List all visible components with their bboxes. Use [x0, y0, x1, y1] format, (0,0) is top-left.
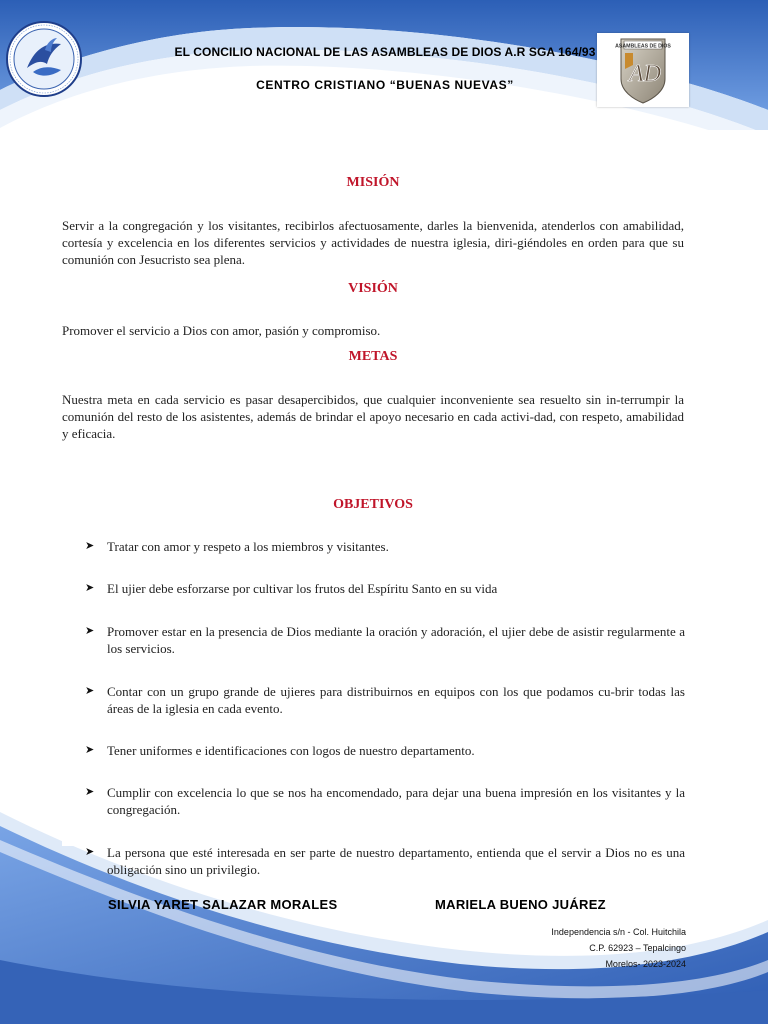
church-emblem-logo	[5, 20, 83, 98]
metas-text: Nuestra meta en cada servicio es pasar desapercibidos, que cualquier inconveniente sea resuelto sin in-terrumpir la comunión del resto de los asistentes, además de brindar el apoyo necesario en cada activi-dad, con respeto, amabilidad y eficacia.	[62, 392, 684, 441]
arrow-bullet-icon: ➤	[85, 786, 95, 798]
list-item	[85, 844, 685, 878]
mision-title: MISIÓN	[346, 175, 400, 190]
objetivo-text: Tratar con amor y respeto a los miembros y visitantes.	[107, 539, 389, 554]
list-item	[85, 784, 685, 818]
objetivos-title: OBJETIVOS	[333, 497, 413, 512]
list-item	[85, 683, 685, 717]
signature-right-name: MARIELA BUENO JUÁREZ	[435, 897, 606, 912]
church-name: CENTRO CRISTIANO “BUENAS NUEVAS”	[256, 78, 514, 92]
list-item	[85, 623, 685, 657]
mision-text: Servir a la congregación y los visitantes, recibirlos afectuosamente, darles la bienvenida, atenderlos con amabilidad, cortesía y excelencia en los diferentes servicios y actividades de nuestra iglesia, diri-giéndoles en orden para que su comunión con Jesucristo sea plena.	[62, 218, 684, 267]
address-line-2: C.P. 62923 – Tepalcingo	[589, 943, 686, 953]
arrow-bullet-icon: ➤	[85, 846, 95, 858]
signature-left-name: SILVIA YARET SALAZAR MORALES	[108, 897, 338, 912]
arrow-bullet-icon: ➤	[85, 744, 95, 756]
objetivo-text: Promover estar en la presencia de Dios mediante la oración y adoración, el ujier debe de asistir regularmente a los servicios.	[107, 624, 685, 656]
objetivo-text: La persona que esté interesada en ser parte de nuestro departamento, entienda que el servir a Dios no es una obligación sino un privilegio.	[107, 845, 685, 877]
objetivo-text: Contar con un grupo grande de ujieres para distribuirnos en equipos con los que podamos cu-brir todas las áreas de la iglesia en cada evento.	[107, 684, 685, 716]
list-item	[85, 538, 685, 555]
asambleas-de-dios-logo	[601, 35, 685, 105]
objetivo-text: El ujier debe esforzarse por cultivar los frutos del Espíritu Santo en su vida	[107, 581, 498, 596]
arrow-bullet-icon: ➤	[85, 540, 95, 552]
asambleas-logo-frame	[597, 33, 689, 107]
list-item	[85, 580, 685, 597]
list-item	[85, 742, 685, 759]
arrow-bullet-icon: ➤	[85, 625, 95, 637]
vision-title: VISIÓN	[348, 281, 398, 296]
objetivo-text: Cumplir con excelencia lo que se nos ha encomendado, para dejar una buena impresión en los visitantes y la congregación.	[107, 785, 685, 817]
metas-title: METAS	[348, 349, 398, 364]
logo-top-text: ASAMBLEAS DE DIOS	[615, 43, 671, 50]
organization-title: EL CONCILIO NACIONAL DE LAS ASAMBLEAS DE DIOS A.R SGA 164/93	[174, 45, 596, 59]
logo-monogram: AD	[629, 61, 661, 87]
arrow-bullet-icon: ➤	[85, 582, 95, 594]
address-line-1: Independencia s/n - Col. Huitchila	[551, 927, 686, 937]
vision-text: Promover el servicio a Dios con amor, pasión y compromiso.	[62, 323, 381, 338]
objetivo-text: Tener uniformes e identificaciones con logos de nuestro departamento.	[107, 743, 475, 758]
arrow-bullet-icon: ➤	[85, 685, 95, 697]
address-line-3: Morelos- 2023-2024	[605, 959, 686, 969]
